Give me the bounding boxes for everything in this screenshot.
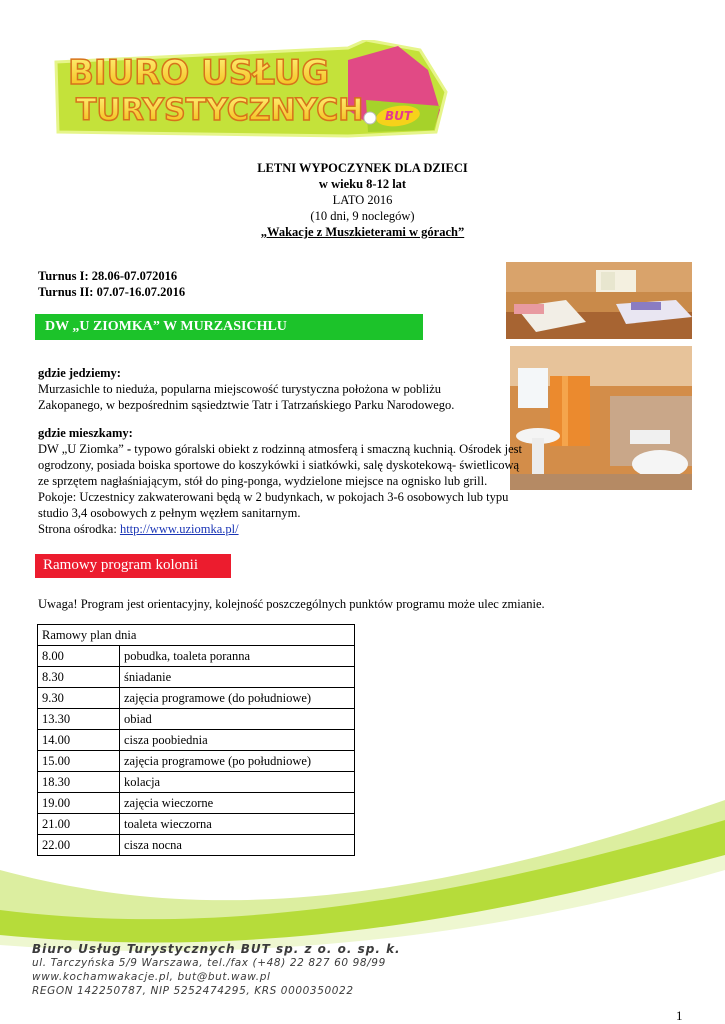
time-cell: 18.30 — [38, 772, 120, 793]
footer-address: ul. Tarczyńska 5/9 Warszawa, tel./fax (+48) 22 827 60 98/99 — [32, 957, 386, 969]
bathroom-photo — [510, 346, 692, 490]
table-row — [38, 646, 355, 667]
activity-cell: toaleta wieczorna — [120, 814, 355, 835]
time-cell: 8.00 — [38, 646, 120, 667]
footer-regon: REGON 142250787, NIP 5252474295, KRS 0000350022 — [32, 985, 354, 997]
document-header — [0, 160, 725, 240]
where-section — [38, 365, 508, 413]
logo-line2: TURYSTYCZNYCH — [76, 93, 364, 128]
activity-cell: pobudka, toaleta poranna — [120, 646, 355, 667]
turnus-two: Turnus II: 07.07-16.07.2016 — [38, 285, 186, 299]
stay-label: gdzie mieszkamy: — [38, 426, 133, 440]
but-logo — [48, 40, 448, 140]
activity-cell: zajęcia programowe (po południowe) — [120, 751, 355, 772]
time-cell: 19.00 — [38, 793, 120, 814]
where-text: Murzasichle to nieduża, popularna miejscowość turystyczna położona w pobliżu Zakopanego, w bezpośrednim sąsiedztwie Tatr i Tatrzańskiego Parku Narodowego. — [38, 382, 455, 412]
activity-cell: zajęcia programowe (do południowe) — [120, 688, 355, 709]
accommodation-banner — [35, 314, 423, 340]
header-age: w wieku 8-12 lat — [318, 177, 407, 191]
activity-cell: cisza poobiednia — [120, 730, 355, 751]
footer-web: www.kochamwakacje.pl, but@but.waw.pl — [32, 971, 271, 983]
program-banner-text: Ramowy program kolonii — [43, 557, 198, 573]
time-cell: 21.00 — [38, 814, 120, 835]
room-photo — [506, 262, 692, 339]
site-link[interactable]: http://www.uziomka.pl/ — [119, 522, 239, 536]
table-row — [38, 688, 355, 709]
site-line — [38, 521, 528, 537]
accommodation-banner-text: DW „U ZIOMKA” W MURZASICHLU — [45, 319, 287, 334]
page-number: 1 — [676, 1008, 683, 1023]
time-cell: 15.00 — [38, 751, 120, 772]
stay-paragraph — [38, 441, 528, 521]
table-row — [38, 730, 355, 751]
footer-contact — [32, 942, 401, 998]
header-theme: „Wakacje z Muszkieterami w górach” — [260, 225, 465, 239]
table-header: Ramowy plan dnia — [38, 625, 355, 646]
activity-cell: zajęcia wieczorne — [120, 793, 355, 814]
activity-cell: kolacja — [120, 772, 355, 793]
header-title: LETNI WYPOCZYNEK DLA DZIECI — [257, 161, 468, 175]
where-label: gdzie jedziemy: — [38, 366, 121, 380]
activity-cell: śniadanie — [120, 667, 355, 688]
activity-cell: obiad — [120, 709, 355, 730]
stay-text: typowo góralski obiekt z rodzinną atmosferą i smaczną kuchnią. Ośrodek jest ogrodzony, posiada boiska sportowe do koszykówki i siatkówki, salę dyskotekową- świetlicową ze sprzętem nagłaśniającym, stół do ping-ponga, wydzielone miejsce na ognisko lub grill. Pokoje: Uczestnicy zakwaterowani będą w 2 budynkach, w pokojach 3-6 osobowych lub typu studio 3,4 osobowych z pełnym węzłem sanitarnym. — [38, 442, 523, 520]
time-cell: 9.30 — [38, 688, 120, 709]
table-header-row — [38, 625, 355, 646]
table-row — [38, 667, 355, 688]
site-label: Strona ośrodka: — [38, 522, 120, 536]
time-cell: 8.30 — [38, 667, 120, 688]
turnus-dates — [38, 268, 185, 300]
stay-section — [38, 425, 528, 537]
logo-line1: BIURO USŁUG — [68, 53, 330, 93]
program-note: Uwaga! Program jest orientacyjny, kolejność poszczególnych punktów programu może ulec zmianie. — [38, 597, 545, 611]
header-season: LATO 2016 — [332, 193, 393, 207]
footer-company: Biuro Usług Turystycznych BUT sp. z o. o. sp. k. — [32, 942, 401, 956]
activity-cell: cisza nocna — [120, 835, 355, 856]
program-banner — [35, 554, 231, 578]
header-duration: (10 dni, 9 noclegów) — [310, 209, 415, 223]
turnus-one: Turnus I: 28.06-07.072016 — [38, 269, 178, 283]
logo-badge: BUT — [385, 109, 413, 123]
time-cell: 22.00 — [38, 835, 120, 856]
stay-name: DW „U Ziomka” — [38, 442, 124, 456]
time-cell: 13.30 — [38, 709, 120, 730]
stay-dash: - — [123, 442, 135, 456]
time-cell: 14.00 — [38, 730, 120, 751]
table-row — [38, 709, 355, 730]
